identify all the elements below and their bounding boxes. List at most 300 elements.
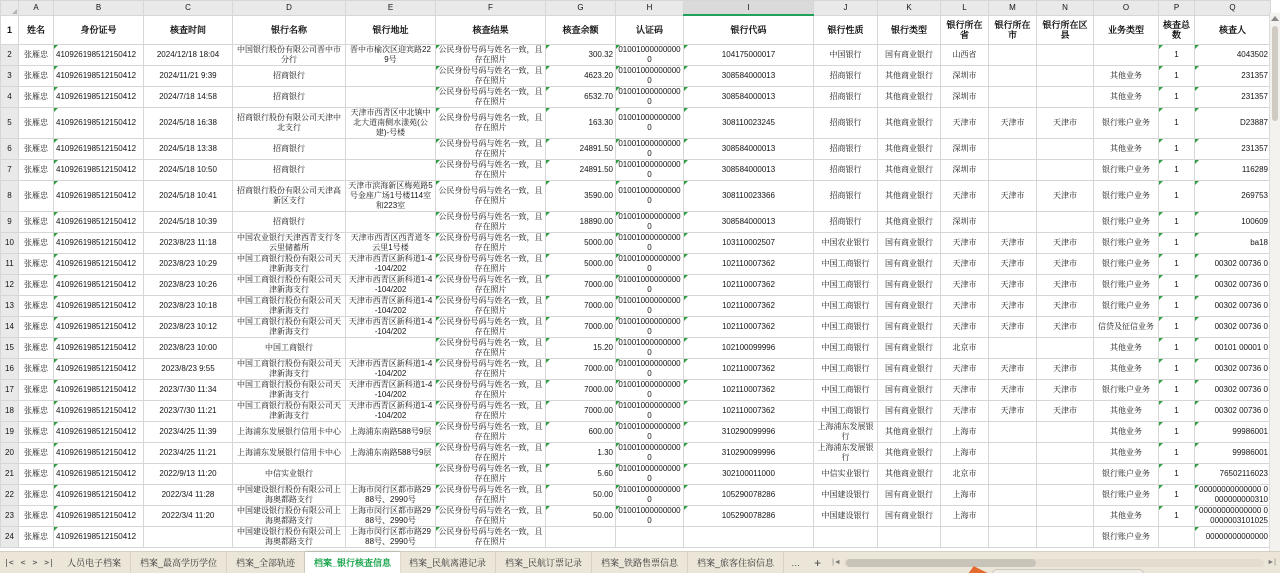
cell[interactable] bbox=[989, 464, 1037, 485]
cell[interactable]: 招商银行 bbox=[814, 87, 878, 108]
column-title[interactable]: 身份证号 bbox=[54, 15, 144, 45]
cell[interactable]: 张雁忠 bbox=[19, 87, 54, 108]
cell[interactable] bbox=[989, 506, 1037, 527]
cell[interactable]: 5000.00 bbox=[546, 254, 616, 275]
cell[interactable]: 4623.20 bbox=[546, 66, 616, 87]
cell[interactable]: 010010000000000 bbox=[616, 338, 684, 359]
cell[interactable]: 银行账户业务 bbox=[1094, 296, 1159, 317]
row-header[interactable]: 24 bbox=[1, 527, 19, 548]
cell[interactable]: 天津市 bbox=[941, 317, 989, 338]
cell[interactable]: 410926198512150412 bbox=[54, 45, 144, 66]
column-title[interactable]: 银行名称 bbox=[233, 15, 346, 45]
cell[interactable]: 招商银行 bbox=[814, 181, 878, 212]
cell[interactable]: 银行账户业务 bbox=[1094, 464, 1159, 485]
cell[interactable]: 7000.00 bbox=[546, 317, 616, 338]
cell[interactable]: 其他业务 bbox=[1094, 359, 1159, 380]
cell[interactable]: 00302 00736 0 bbox=[1195, 275, 1271, 296]
cell[interactable]: 招商银行 bbox=[814, 66, 878, 87]
cell[interactable]: 5000.00 bbox=[546, 233, 616, 254]
cell[interactable]: 1 bbox=[1159, 139, 1195, 160]
cell[interactable] bbox=[346, 160, 436, 181]
cell[interactable]: 公民身份号码与姓名一致，且存在照片 bbox=[436, 160, 546, 181]
cell[interactable]: 2023/8/23 10:26 bbox=[144, 275, 233, 296]
column-title[interactable]: 核查余额 bbox=[546, 15, 616, 45]
column-title[interactable]: 银行所在省 bbox=[941, 15, 989, 45]
cell[interactable]: 天津市 bbox=[941, 401, 989, 422]
cell[interactable]: 00000000000000 0000000000310 bbox=[1195, 485, 1271, 506]
cell[interactable]: 010010000000000 bbox=[616, 181, 684, 212]
cell[interactable]: 308584000013 bbox=[684, 212, 814, 233]
cell[interactable]: 国有商业银行 bbox=[878, 254, 941, 275]
cell[interactable]: 中信实业银行 bbox=[233, 464, 346, 485]
cell[interactable]: 上海市 bbox=[941, 485, 989, 506]
cell[interactable]: 2024/5/18 10:41 bbox=[144, 181, 233, 212]
cell[interactable]: 天津市 bbox=[1037, 275, 1094, 296]
cell[interactable]: 上海浦东发展银行 bbox=[814, 443, 878, 464]
cell[interactable]: 中国建设银行股份有限公司上海奥都路支行 bbox=[233, 527, 346, 548]
cell[interactable]: 天津市西青区新科道1-4-104/202 bbox=[346, 317, 436, 338]
cell[interactable]: 010010000000000 bbox=[616, 160, 684, 181]
cell[interactable]: 1 bbox=[1159, 485, 1195, 506]
row-header[interactable]: 23 bbox=[1, 506, 19, 527]
column-header-G[interactable]: G bbox=[546, 1, 616, 16]
cell[interactable]: 50.00 bbox=[546, 506, 616, 527]
cell[interactable] bbox=[941, 527, 989, 548]
cell[interactable]: 2024/5/18 10:50 bbox=[144, 160, 233, 181]
column-title[interactable]: 认证码 bbox=[616, 15, 684, 45]
cell[interactable]: 1 bbox=[1159, 181, 1195, 212]
cell[interactable]: 410926198512150412 bbox=[54, 317, 144, 338]
cell[interactable]: 102110007362 bbox=[684, 296, 814, 317]
cell[interactable]: 招商银行 bbox=[233, 160, 346, 181]
row-header[interactable]: 17 bbox=[1, 380, 19, 401]
cell[interactable]: 2024/12/18 18:04 bbox=[144, 45, 233, 66]
cell[interactable]: 1 bbox=[1159, 380, 1195, 401]
cell[interactable]: 其他商业银行 bbox=[878, 443, 941, 464]
cell[interactable]: 上海浦东南路588号9层 bbox=[346, 443, 436, 464]
cell[interactable]: 308110023245 bbox=[684, 108, 814, 139]
column-header-B[interactable]: B bbox=[54, 1, 144, 16]
cell[interactable]: 102110007362 bbox=[684, 380, 814, 401]
cell[interactable]: 天津市 bbox=[941, 181, 989, 212]
cell[interactable]: 天津市 bbox=[1037, 401, 1094, 422]
cell[interactable]: 2024/5/18 16:38 bbox=[144, 108, 233, 139]
cell[interactable]: 104175000017 bbox=[684, 45, 814, 66]
column-title[interactable]: 银行类型 bbox=[878, 15, 941, 45]
row-header[interactable]: 2 bbox=[1, 45, 19, 66]
select-all-corner[interactable] bbox=[1, 1, 19, 16]
cell[interactable]: 1 bbox=[1159, 422, 1195, 443]
cell[interactable]: 公民身份号码与姓名一致，且存在照片 bbox=[436, 45, 546, 66]
cell[interactable]: 7000.00 bbox=[546, 359, 616, 380]
cell[interactable]: 银行账户业务 bbox=[1094, 275, 1159, 296]
cell[interactable]: 102110007362 bbox=[684, 254, 814, 275]
cell[interactable]: 天津市 bbox=[941, 380, 989, 401]
column-title[interactable]: 银行所在区县 bbox=[1037, 15, 1094, 45]
cell[interactable]: 24891.50 bbox=[546, 139, 616, 160]
cell[interactable]: 105290078286 bbox=[684, 506, 814, 527]
cell[interactable]: 张雁忠 bbox=[19, 338, 54, 359]
cell[interactable] bbox=[989, 66, 1037, 87]
cell[interactable] bbox=[1037, 45, 1094, 66]
cell[interactable]: 公民身份号码与姓名一致，且存在照片 bbox=[436, 506, 546, 527]
column-title[interactable]: 核查结果 bbox=[436, 15, 546, 45]
cell[interactable]: 天津市 bbox=[941, 275, 989, 296]
cell[interactable] bbox=[1037, 66, 1094, 87]
cell[interactable]: 国有商业银行 bbox=[878, 233, 941, 254]
row-header[interactable]: 12 bbox=[1, 275, 19, 296]
cell[interactable]: 上海市 bbox=[941, 443, 989, 464]
cell[interactable]: 其他业务 bbox=[1094, 338, 1159, 359]
cell[interactable]: 5.60 bbox=[546, 464, 616, 485]
cell[interactable]: 3590.00 bbox=[546, 181, 616, 212]
cell[interactable]: 410926198512150412 bbox=[54, 275, 144, 296]
cell[interactable]: 招商银行 bbox=[233, 87, 346, 108]
cell[interactable]: 天津市 bbox=[989, 380, 1037, 401]
cell[interactable]: 4043502 bbox=[1195, 45, 1271, 66]
cell[interactable]: 天津市西青区中北镇中北大道南侧水漾苑(公建)-号楼 bbox=[346, 108, 436, 139]
column-header-N[interactable]: N bbox=[1037, 1, 1094, 16]
cell[interactable]: 公民身份号码与姓名一致，且存在照片 bbox=[436, 181, 546, 212]
cell[interactable]: 2022/3/4 11:20 bbox=[144, 506, 233, 527]
cell[interactable]: 中国工商银行 bbox=[814, 401, 878, 422]
cell[interactable]: 张雁忠 bbox=[19, 212, 54, 233]
cell[interactable]: 公民身份号码与姓名一致，且存在照片 bbox=[436, 422, 546, 443]
cell[interactable]: 公民身份号码与姓名一致，且存在照片 bbox=[436, 443, 546, 464]
cell[interactable]: 国有商业银行 bbox=[878, 401, 941, 422]
cell[interactable]: 302100011000 bbox=[684, 464, 814, 485]
cell[interactable]: 天津市 bbox=[1037, 181, 1094, 212]
cell[interactable]: 010010000000000 bbox=[616, 275, 684, 296]
cell[interactable]: 010010000000000 bbox=[616, 317, 684, 338]
column-header-F[interactable]: F bbox=[436, 1, 546, 16]
cell[interactable]: 招商银行股份有限公司天津高新区支行 bbox=[233, 181, 346, 212]
cell[interactable]: 410926198512150412 bbox=[54, 139, 144, 160]
cell[interactable]: 张雁忠 bbox=[19, 139, 54, 160]
first-sheet-icon[interactable]: |< bbox=[4, 558, 14, 567]
cell[interactable] bbox=[546, 527, 616, 548]
cell[interactable]: 6532.70 bbox=[546, 87, 616, 108]
cell[interactable]: 2023/4/25 11:39 bbox=[144, 422, 233, 443]
cell[interactable] bbox=[989, 485, 1037, 506]
column-title[interactable]: 银行代码 bbox=[684, 15, 814, 45]
cell[interactable]: 其他商业银行 bbox=[878, 181, 941, 212]
cell[interactable]: 410926198512150412 bbox=[54, 422, 144, 443]
cell[interactable]: 010010000000000 bbox=[616, 66, 684, 87]
cell[interactable]: 天津市 bbox=[1037, 233, 1094, 254]
cell[interactable]: 公民身份号码与姓名一致，且存在照片 bbox=[436, 87, 546, 108]
cell[interactable]: 张雁忠 bbox=[19, 464, 54, 485]
cell[interactable]: 上海市 bbox=[941, 506, 989, 527]
cell[interactable]: 招商银行 bbox=[814, 160, 878, 181]
cell[interactable] bbox=[989, 160, 1037, 181]
cell[interactable]: 张雁忠 bbox=[19, 233, 54, 254]
cell[interactable] bbox=[144, 527, 233, 548]
cell[interactable]: 天津市 bbox=[1037, 359, 1094, 380]
cell[interactable]: 010010000000000 bbox=[616, 139, 684, 160]
cell[interactable]: 310290099996 bbox=[684, 422, 814, 443]
cell[interactable]: 15.20 bbox=[546, 338, 616, 359]
cell[interactable]: 国有商业银行 bbox=[878, 359, 941, 380]
next-sheet-icon[interactable]: > bbox=[32, 558, 38, 567]
cell[interactable]: 公民身份号码与姓名一致，且存在照片 bbox=[436, 338, 546, 359]
cell[interactable]: 1 bbox=[1159, 87, 1195, 108]
cell[interactable]: 天津市西青区新科道1-4-104/202 bbox=[346, 296, 436, 317]
cell[interactable]: 410926198512150412 bbox=[54, 527, 144, 548]
cell[interactable]: 231357 bbox=[1195, 139, 1271, 160]
cell[interactable] bbox=[1037, 527, 1094, 548]
cell[interactable]: 010010000000000 bbox=[616, 359, 684, 380]
cell[interactable]: 1 bbox=[1159, 506, 1195, 527]
cell[interactable]: 308584000013 bbox=[684, 160, 814, 181]
last-sheet-icon[interactable]: >| bbox=[44, 558, 54, 567]
cell[interactable] bbox=[989, 422, 1037, 443]
cell[interactable]: 410926198512150412 bbox=[54, 254, 144, 275]
column-header-L[interactable]: L bbox=[941, 1, 989, 16]
cell[interactable]: 天津市西青区新科道1-4-104/202 bbox=[346, 275, 436, 296]
cell[interactable]: 张雁忠 bbox=[19, 485, 54, 506]
cell[interactable]: 银行账户业务 bbox=[1094, 108, 1159, 139]
row-header[interactable]: 7 bbox=[1, 160, 19, 181]
column-header-C[interactable]: C bbox=[144, 1, 233, 16]
row-header[interactable]: 20 bbox=[1, 443, 19, 464]
cell[interactable] bbox=[1037, 87, 1094, 108]
cell[interactable]: 010010000000000 bbox=[616, 87, 684, 108]
cell[interactable]: 00000000000000 bbox=[1195, 527, 1271, 548]
cell[interactable]: 7000.00 bbox=[546, 296, 616, 317]
cell[interactable]: 国有商业银行 bbox=[878, 338, 941, 359]
cell[interactable]: 410926198512150412 bbox=[54, 359, 144, 380]
cell[interactable]: 102110007362 bbox=[684, 275, 814, 296]
cell[interactable]: 1 bbox=[1159, 45, 1195, 66]
row-header[interactable]: 18 bbox=[1, 401, 19, 422]
cell[interactable]: 其他商业银行 bbox=[878, 87, 941, 108]
cell[interactable]: 1 bbox=[1159, 338, 1195, 359]
cell[interactable]: 银行账户业务 bbox=[1094, 233, 1159, 254]
cell[interactable]: 116289 bbox=[1195, 160, 1271, 181]
column-header-J[interactable]: J bbox=[814, 1, 878, 16]
cell[interactable]: 其他业务 bbox=[1094, 422, 1159, 443]
cell[interactable]: 1 bbox=[1159, 401, 1195, 422]
cell[interactable]: 张雁忠 bbox=[19, 275, 54, 296]
cell[interactable]: 公民身份号码与姓名一致，且存在照片 bbox=[436, 212, 546, 233]
cell[interactable]: 晋中市榆次区迎宾路229号 bbox=[346, 45, 436, 66]
cell[interactable]: 公民身份号码与姓名一致，且存在照片 bbox=[436, 296, 546, 317]
cell[interactable]: 1.30 bbox=[546, 443, 616, 464]
cell[interactable]: 010010000000000 bbox=[616, 422, 684, 443]
cell[interactable]: 中国银行 bbox=[814, 45, 878, 66]
cell[interactable] bbox=[989, 443, 1037, 464]
cell[interactable]: 中国工商银行股份有限公司天津新海支行 bbox=[233, 380, 346, 401]
cell[interactable]: 深圳市 bbox=[941, 66, 989, 87]
cell[interactable]: 天津市 bbox=[989, 181, 1037, 212]
cell[interactable]: 1 bbox=[1159, 464, 1195, 485]
column-title[interactable]: 银行性质 bbox=[814, 15, 878, 45]
cell[interactable] bbox=[1037, 422, 1094, 443]
cell[interactable]: 231357 bbox=[1195, 66, 1271, 87]
cell[interactable]: 张雁忠 bbox=[19, 160, 54, 181]
cell[interactable]: 600.00 bbox=[546, 422, 616, 443]
cell[interactable]: 天津市 bbox=[1037, 108, 1094, 139]
cell[interactable]: 张雁忠 bbox=[19, 506, 54, 527]
cell[interactable]: 信贷及征信业务 bbox=[1094, 317, 1159, 338]
cell[interactable]: D23887 bbox=[1195, 108, 1271, 139]
cell[interactable]: 2024/5/18 13:38 bbox=[144, 139, 233, 160]
cell[interactable]: 中国工商银行股份有限公司天津新海支行 bbox=[233, 317, 346, 338]
cell[interactable]: 中国工商银行 bbox=[814, 296, 878, 317]
cell[interactable]: 张雁忠 bbox=[19, 380, 54, 401]
cell[interactable]: 上海浦东发展银行 bbox=[814, 422, 878, 443]
column-header-Q[interactable]: Q bbox=[1195, 1, 1271, 16]
row-header[interactable]: 9 bbox=[1, 212, 19, 233]
cell[interactable]: 2022/9/13 11:20 bbox=[144, 464, 233, 485]
cell[interactable]: 010010000000000 bbox=[616, 485, 684, 506]
cell[interactable]: 招商银行 bbox=[814, 212, 878, 233]
row-header[interactable]: 14 bbox=[1, 317, 19, 338]
cell[interactable]: 天津市西青区新科道1-4-104/202 bbox=[346, 380, 436, 401]
cell[interactable]: 银行账户业务 bbox=[1094, 254, 1159, 275]
cell[interactable]: 天津市 bbox=[1037, 380, 1094, 401]
cell[interactable]: 其他商业银行 bbox=[878, 139, 941, 160]
cell[interactable]: 公民身份号码与姓名一致，且存在照片 bbox=[436, 66, 546, 87]
cell[interactable] bbox=[989, 212, 1037, 233]
cell[interactable]: 国有商业银行 bbox=[878, 380, 941, 401]
cell[interactable]: 100609 bbox=[1195, 212, 1271, 233]
cell[interactable]: 1 bbox=[1159, 233, 1195, 254]
cell[interactable]: 公民身份号码与姓名一致，且存在照片 bbox=[436, 108, 546, 139]
row-header[interactable]: 11 bbox=[1, 254, 19, 275]
cell[interactable]: 410926198512150412 bbox=[54, 401, 144, 422]
cell[interactable]: 其他业务 bbox=[1094, 66, 1159, 87]
cell[interactable]: 公民身份号码与姓名一致，且存在照片 bbox=[436, 380, 546, 401]
cell[interactable]: 00302 00736 0 bbox=[1195, 254, 1271, 275]
cell[interactable]: 天津市西青区新科道1-4-104/202 bbox=[346, 401, 436, 422]
cell[interactable]: 天津市 bbox=[941, 254, 989, 275]
cell[interactable]: 2022/3/4 11:28 bbox=[144, 485, 233, 506]
cell[interactable]: 招商银行 bbox=[814, 108, 878, 139]
cell[interactable]: 00302 00736 0 bbox=[1195, 401, 1271, 422]
cell[interactable]: 天津市 bbox=[989, 359, 1037, 380]
cell[interactable]: 1 bbox=[1159, 212, 1195, 233]
cell[interactable]: 010010000000000 bbox=[616, 464, 684, 485]
cell[interactable]: 张雁忠 bbox=[19, 66, 54, 87]
cell[interactable]: 7000.00 bbox=[546, 401, 616, 422]
cell[interactable]: 国有商业银行 bbox=[878, 485, 941, 506]
cell[interactable]: 天津市 bbox=[941, 233, 989, 254]
cell[interactable]: 天津市 bbox=[989, 317, 1037, 338]
cell[interactable]: 2023/8/23 11:18 bbox=[144, 233, 233, 254]
cell[interactable]: 天津市 bbox=[989, 233, 1037, 254]
column-header-I[interactable]: I bbox=[684, 1, 814, 16]
cell[interactable] bbox=[346, 87, 436, 108]
cell[interactable]: 1 bbox=[1159, 443, 1195, 464]
cell[interactable]: 410926198512150412 bbox=[54, 506, 144, 527]
cell[interactable]: 269753 bbox=[1195, 181, 1271, 212]
cell[interactable]: 1 bbox=[1159, 275, 1195, 296]
cell[interactable]: 00302 00736 0 bbox=[1195, 296, 1271, 317]
cell[interactable]: 00101 00001 0 bbox=[1195, 338, 1271, 359]
cell[interactable]: 410926198512150412 bbox=[54, 296, 144, 317]
cell[interactable]: 其他商业银行 bbox=[878, 66, 941, 87]
cell[interactable]: 102110007362 bbox=[684, 317, 814, 338]
cell[interactable]: 天津市西青区新科道1-4-104/202 bbox=[346, 359, 436, 380]
cell[interactable]: 上海浦东南路588号9层 bbox=[346, 422, 436, 443]
cell[interactable]: 2023/7/30 11:34 bbox=[144, 380, 233, 401]
cell[interactable]: 上海市闵行区都市路2988号、2990号 bbox=[346, 506, 436, 527]
cell[interactable]: 其他商业银行 bbox=[878, 422, 941, 443]
cell[interactable]: 公民身份号码与姓名一致，且存在照片 bbox=[436, 254, 546, 275]
cell[interactable]: 公民身份号码与姓名一致，且存在照片 bbox=[436, 317, 546, 338]
row-header[interactable]: 15 bbox=[1, 338, 19, 359]
column-title[interactable]: 业务类型 bbox=[1094, 15, 1159, 45]
cell[interactable]: 2024/7/18 14:58 bbox=[144, 87, 233, 108]
cell[interactable]: 410926198512150412 bbox=[54, 160, 144, 181]
cell[interactable] bbox=[1094, 45, 1159, 66]
cell[interactable]: 2023/8/23 10:12 bbox=[144, 317, 233, 338]
cell[interactable]: 中国工商银行 bbox=[814, 359, 878, 380]
cell[interactable]: 北京市 bbox=[941, 338, 989, 359]
cell[interactable] bbox=[346, 139, 436, 160]
cell[interactable]: 银行账户业务 bbox=[1094, 212, 1159, 233]
row-header[interactable]: 4 bbox=[1, 87, 19, 108]
cell[interactable]: 其他商业银行 bbox=[878, 160, 941, 181]
cell[interactable]: 招商银行 bbox=[233, 66, 346, 87]
row-header[interactable]: 19 bbox=[1, 422, 19, 443]
sheet-tab-档案_全部轨迹[interactable]: 档案_全部轨迹 bbox=[227, 552, 305, 573]
cell[interactable]: 上海市 bbox=[941, 422, 989, 443]
cell[interactable]: 银行账户业务 bbox=[1094, 485, 1159, 506]
cell[interactable]: 中国农业银行天津西青支行冬云里储蓄所 bbox=[233, 233, 346, 254]
cell[interactable]: 国有商业银行 bbox=[878, 45, 941, 66]
cell[interactable]: 1 bbox=[1159, 160, 1195, 181]
cell[interactable]: 张雁忠 bbox=[19, 443, 54, 464]
column-title[interactable]: 核查人 bbox=[1195, 15, 1271, 45]
cell[interactable]: 张雁忠 bbox=[19, 254, 54, 275]
cell[interactable] bbox=[1037, 139, 1094, 160]
cell[interactable]: 上海市闵行区都市路2988号、2990号 bbox=[346, 485, 436, 506]
cell[interactable]: 国有商业银行 bbox=[878, 275, 941, 296]
cell[interactable]: 张雁忠 bbox=[19, 527, 54, 548]
cell[interactable]: 010010000000000 bbox=[616, 401, 684, 422]
vertical-scrollbar[interactable] bbox=[1269, 13, 1280, 552]
cell[interactable]: 99986001 bbox=[1195, 422, 1271, 443]
scroll-up-icon[interactable] bbox=[1271, 16, 1279, 21]
cell[interactable]: 深圳市 bbox=[941, 139, 989, 160]
cell[interactable]: 中国工商银行股份有限公司天津新海支行 bbox=[233, 296, 346, 317]
prev-sheet-icon[interactable]: < bbox=[20, 558, 26, 567]
cell[interactable]: 中国工商银行 bbox=[814, 338, 878, 359]
cell[interactable]: 308110023366 bbox=[684, 181, 814, 212]
cell[interactable]: 银行账户业务 bbox=[1094, 380, 1159, 401]
cell[interactable]: 其他商业银行 bbox=[878, 108, 941, 139]
column-title[interactable]: 核查时间 bbox=[144, 15, 233, 45]
cell[interactable]: 2023/8/23 10:29 bbox=[144, 254, 233, 275]
cell[interactable] bbox=[684, 527, 814, 548]
cell[interactable]: 天津市 bbox=[989, 254, 1037, 275]
vertical-scrollbar-thumb[interactable] bbox=[1272, 26, 1278, 121]
cell[interactable] bbox=[989, 45, 1037, 66]
cell[interactable] bbox=[989, 87, 1037, 108]
row-header[interactable]: 13 bbox=[1, 296, 19, 317]
cell[interactable]: 天津市 bbox=[941, 108, 989, 139]
cell[interactable]: 国有商业银行 bbox=[878, 317, 941, 338]
cell[interactable]: 18890.00 bbox=[546, 212, 616, 233]
cell[interactable] bbox=[1037, 443, 1094, 464]
row-header[interactable]: 5 bbox=[1, 108, 19, 139]
cell[interactable]: 410926198512150412 bbox=[54, 338, 144, 359]
row-header[interactable]: 21 bbox=[1, 464, 19, 485]
cell[interactable]: 24891.50 bbox=[546, 160, 616, 181]
